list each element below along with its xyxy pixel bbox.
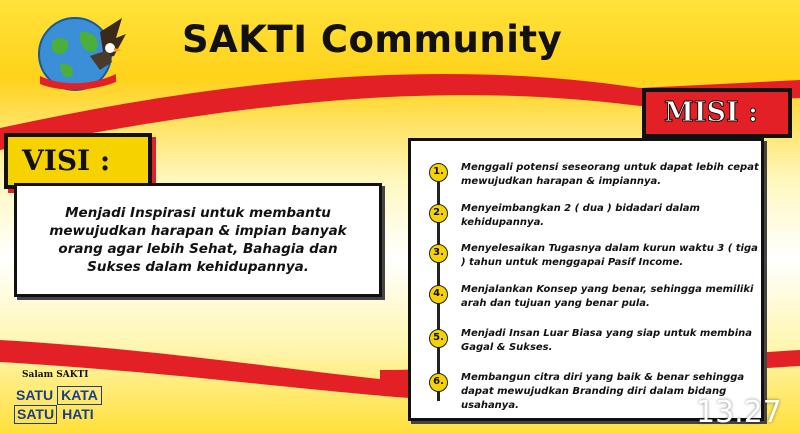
misi-box — [408, 138, 764, 421]
visi-box — [14, 183, 382, 297]
visi-label-tab — [4, 133, 152, 189]
misi-number-badge: 6. — [429, 373, 448, 392]
misi-item-text: Menyelesaikan Tugasnya dalam kurun waktu 3 ( tiga ) tahun untuk menggapai Pasif Income. — [461, 243, 758, 268]
satu-kata-row — [14, 386, 118, 405]
satu-hati-row — [14, 405, 118, 424]
misi-item-text: Menjadi Insan Luar Biasa yang siap untuk membina Gagal & Sukses. — [461, 328, 753, 353]
misi-item — [429, 202, 759, 230]
misi-item-text: Menggali potensi seseorang untuk dapat lebih cepat mewujudkan harapan & impiannya. — [461, 162, 759, 187]
misi-number-badge: 5. — [429, 329, 448, 348]
timestamp: 13.27 — [696, 395, 782, 430]
visi-label: VISI : — [22, 144, 111, 177]
page-title: SAKTI Community — [182, 18, 563, 61]
misi-item-text: Membangun citra diri yang baik & benar sehingga dapat mewujudkan Branding diri dalam bidang usahanya. — [461, 372, 745, 411]
misi-item — [429, 283, 759, 311]
hati-text: HATI — [62, 406, 94, 422]
misi-number-badge: 4. — [429, 285, 448, 304]
misi-label-tab — [642, 88, 792, 138]
satu-text: SATU — [16, 387, 54, 403]
logo — [30, 12, 130, 104]
misi-item-text: Menyeimbangkan 2 ( dua ) bidadari dalam kehidupannya. — [461, 203, 700, 228]
misi-item — [429, 242, 759, 270]
misi-number-badge: 1. — [429, 163, 448, 182]
misi-item — [429, 161, 759, 189]
misi-item-text: Menjalankan Konsep yang benar, sehingga memiliki arah dan tujuan yang benar pula. — [461, 284, 754, 309]
visi-text: Menjadi Inspirasi untuk membantu mewujudkan harapan & impian banyak orang agar lebih Sehat, Bahagia dan Sukses dalam kehidupannya. — [49, 205, 347, 275]
satu-text: SATU — [14, 405, 57, 424]
misi-number-badge: 3. — [429, 244, 448, 263]
globe-eagle-icon — [30, 12, 130, 104]
misi-label: MISI : — [664, 97, 759, 128]
kata-text: KATA — [57, 386, 102, 405]
salam-text: Salam SAKTI — [22, 370, 89, 380]
satu-kata-satu-hati-logo — [14, 386, 118, 426]
misi-item — [429, 327, 759, 355]
misi-number-badge: 2. — [429, 204, 448, 223]
